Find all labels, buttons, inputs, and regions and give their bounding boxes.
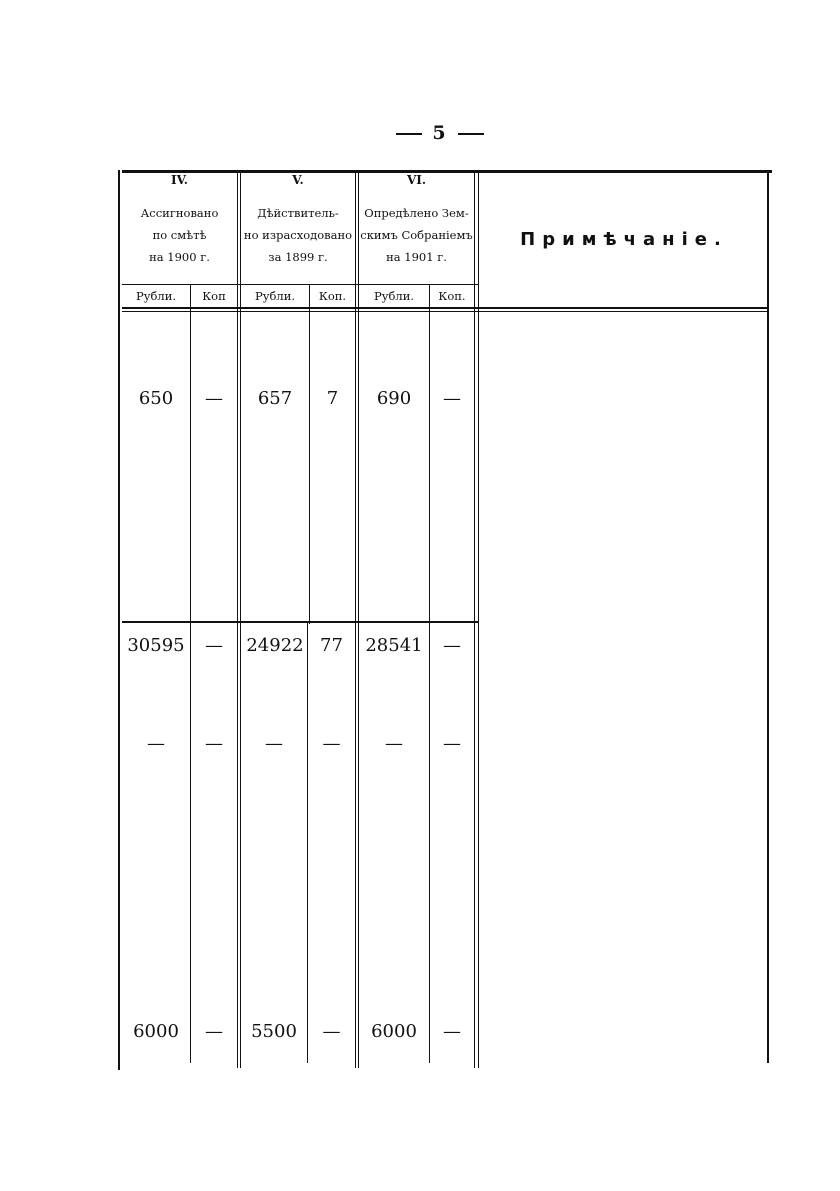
v-kop-cell: — — [322, 733, 341, 754]
page-number-dash-left — [396, 133, 422, 135]
column-heading-line: по смѣтѣ — [152, 228, 207, 242]
rub-subheader: Рубли. — [135, 289, 177, 303]
vi-kop-cell: — — [443, 635, 461, 656]
kop-subheader: Коп — [202, 289, 226, 303]
subheader-rule — [122, 284, 478, 285]
column-heading-line: Дѣйствитель- — [257, 206, 339, 220]
v-kop-cell: 7 — [326, 388, 339, 409]
column-roman: IV. — [170, 173, 188, 187]
page-number-dash-right — [458, 133, 484, 135]
v-kop-cell: 77 — [320, 635, 343, 656]
column-heading-line: за 1899 г. — [268, 250, 328, 264]
column-heading-line: но израсходовано — [243, 228, 353, 242]
kop-subheader: Коп. — [438, 289, 466, 303]
col-vi-kop-divider — [429, 284, 430, 624]
col-iv-kop-divider-lower — [190, 623, 191, 1063]
v-rub-cell: 657 — [257, 388, 293, 409]
iv-kop-cell: — — [205, 1021, 223, 1042]
col-v-vi-divider-b — [358, 173, 359, 1068]
col-iv-v-divider-b — [240, 173, 241, 1068]
iv-rub-cell: 6000 — [133, 1021, 179, 1042]
note-column-header: Примѣчаніе. — [520, 229, 728, 250]
v-rub-cell: — — [265, 733, 283, 754]
iv-rub-cell: — — [147, 733, 165, 754]
col-vi-note-divider-b — [478, 173, 479, 1068]
column-heading-line: на 1901 г. — [386, 250, 447, 264]
iv-rub-cell: 30595 — [127, 635, 185, 656]
right-border — [767, 173, 769, 1063]
column-heading-line: скимъ Собраніемъ — [360, 228, 473, 242]
header-bottom-rule — [122, 307, 768, 309]
column-heading-line: на 1900 г. — [149, 250, 210, 264]
iv-kop-cell: — — [205, 635, 223, 656]
section-rule — [122, 621, 478, 623]
header-bottom-rule-2 — [122, 311, 768, 312]
vi-rub-cell: — — [385, 733, 403, 754]
col-v-kop-divider — [309, 284, 310, 624]
col-v-vi-divider-a — [355, 173, 356, 1068]
vi-rub-cell: 690 — [376, 388, 412, 409]
iv-kop-cell: — — [205, 388, 223, 409]
iv-rub-cell: 650 — [138, 388, 174, 409]
column-heading-line: Опредѣлено Зем- — [364, 206, 469, 220]
column-heading-line: Ассигновано — [140, 206, 219, 220]
column-roman: V. — [292, 173, 304, 187]
col-vi-kop-divider-lower — [429, 623, 430, 1063]
rub-subheader: Рубли. — [373, 289, 415, 303]
vi-rub-cell: 28541 — [365, 635, 423, 656]
v-rub-cell: 5500 — [251, 1021, 297, 1042]
col-v-kop-divider-lower — [307, 623, 308, 1063]
col-iv-kop-divider — [190, 284, 191, 624]
v-rub-cell: 24922 — [246, 635, 304, 656]
v-kop-cell: — — [322, 1021, 341, 1042]
vi-kop-cell: — — [443, 388, 461, 409]
page-number-value: 5 — [432, 122, 448, 144]
kop-subheader: Коп. — [318, 289, 347, 303]
col-iv-v-divider-a — [237, 173, 238, 1068]
vi-rub-cell: 6000 — [371, 1021, 417, 1042]
column-roman: VI. — [406, 173, 427, 187]
rub-subheader: Рубли. — [254, 289, 296, 303]
page-number — [0, 122, 840, 144]
iv-kop-cell: — — [205, 733, 223, 754]
col-vi-note-divider-a — [474, 173, 475, 1068]
vi-kop-cell: — — [443, 733, 461, 754]
left-border — [118, 170, 120, 1070]
vi-kop-cell: — — [443, 1021, 461, 1042]
